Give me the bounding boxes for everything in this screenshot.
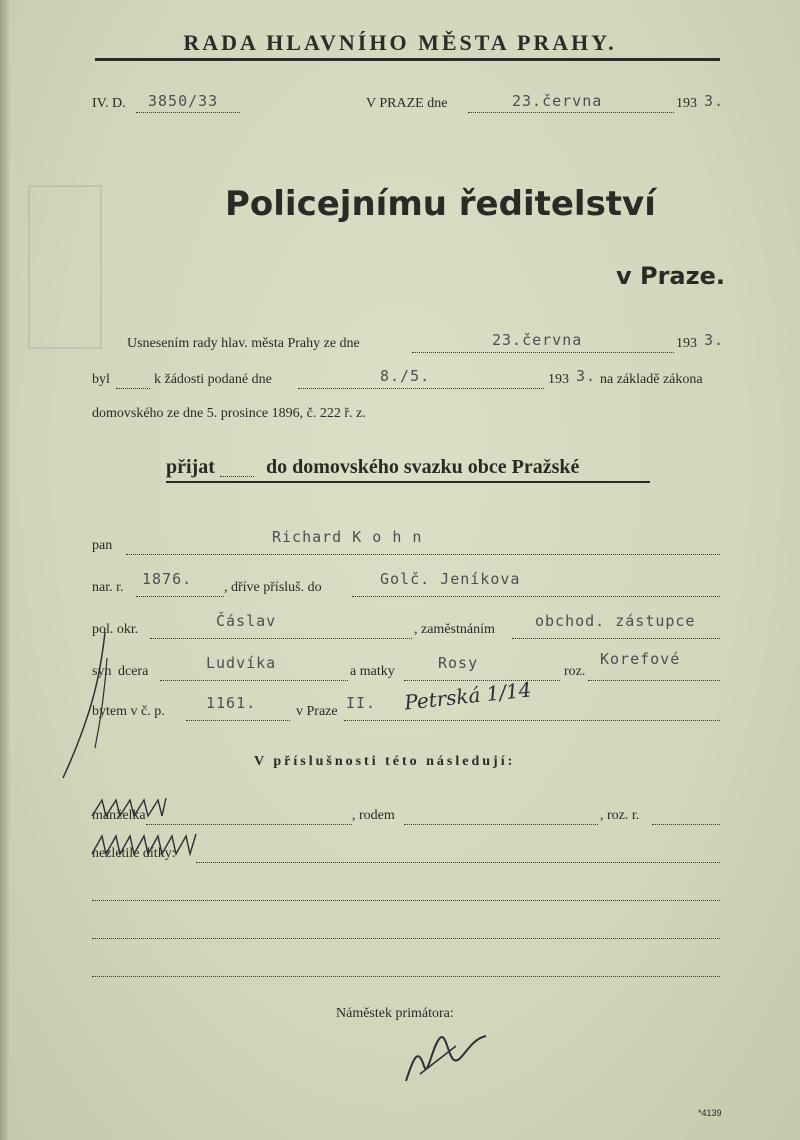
mother-name: Rosy — [438, 654, 479, 672]
byl-label: byl — [92, 372, 110, 387]
request-year: 193 — [548, 372, 569, 387]
resolution-year-digit: 3. — [704, 331, 725, 349]
born-label: , rodem — [352, 808, 395, 823]
handwritten-street: Petrská 1/14 — [403, 677, 533, 715]
pan-label: pan — [92, 538, 113, 553]
resolution-text: Usnesením rady hlav. města Prahy ze dne — [127, 336, 360, 351]
mother-line — [404, 666, 560, 681]
prague-district: II. — [346, 694, 377, 712]
blank-line-2 — [92, 924, 720, 939]
house-number: 1161. — [206, 694, 257, 712]
person-name: Richard K o h n — [272, 528, 423, 546]
byl-line — [116, 374, 150, 389]
blank-line-3 — [92, 962, 720, 977]
born-year-label: , roz. r. — [600, 808, 640, 823]
maiden-label: roz. — [564, 664, 586, 679]
law-text: na základě zákona — [600, 372, 703, 387]
former-label: , dříve přísluš. do — [224, 580, 322, 595]
former-domicile: Golč. Jeníkova — [380, 570, 521, 588]
request-text: k žádosti podané dne — [154, 372, 272, 387]
father-name: Ludvíka — [206, 654, 277, 672]
district-label: pol. okr. — [92, 622, 139, 637]
signature-mark — [396, 1026, 506, 1086]
prague-label: v Praze — [296, 704, 338, 719]
birth-label: nar. r. — [92, 580, 124, 595]
children-line — [196, 848, 720, 863]
ref-prefix: IV. D. — [92, 96, 126, 111]
ref-date: 23.června — [512, 92, 603, 110]
year-digit: 3. — [704, 92, 725, 110]
blank-line-1 — [92, 886, 720, 901]
wife-line — [146, 810, 352, 825]
mother-maiden-name: Korefové — [600, 650, 681, 668]
law-citation: domovského ze dne 5. prosince 1896, č. 222 ř. z. — [92, 406, 366, 421]
district-line — [150, 624, 412, 639]
followers-heading: V příslušnosti této následují: — [254, 754, 516, 769]
request-date: 8./5. — [380, 367, 431, 385]
address-line — [344, 706, 720, 721]
form-number: *4139 — [698, 1108, 722, 1118]
pen-stroke — [55, 628, 115, 788]
district-value: Čáslav — [216, 612, 277, 630]
daughter-label: dcera — [118, 664, 149, 679]
wife-strikethrough — [90, 796, 170, 822]
wife-label: manželka — [92, 808, 146, 823]
header-rule — [95, 58, 720, 61]
resolution-date: 23.června — [492, 331, 583, 349]
resolution-year: 193 — [676, 336, 697, 351]
children-strikethrough — [90, 832, 200, 858]
ref-number: 3850/33 — [148, 92, 219, 110]
request-year-digit: 3. — [576, 367, 597, 385]
house-label: bytem v č. p. — [92, 704, 165, 719]
name-line — [126, 540, 720, 555]
born-year-line — [652, 810, 720, 825]
accepted-text: do domovského svazku obce Pražské — [266, 456, 580, 478]
occupation-value: obchod. zástupce — [535, 612, 696, 630]
accepted-rule — [166, 481, 650, 483]
place-prefix: V PRAZE dne — [366, 96, 448, 111]
addressee-title: Policejnímu ředitelství — [225, 184, 656, 224]
born-line — [404, 810, 598, 825]
addressee-place: v Praze. — [616, 262, 725, 290]
son-label: syn — [92, 664, 112, 679]
children-label: nezletilé dítky: — [92, 846, 176, 861]
accepted-word: přijat — [166, 456, 215, 478]
faded-stamp — [28, 185, 102, 349]
year-prefix: 193 — [676, 96, 697, 111]
accepted-line — [220, 462, 254, 477]
paper-edge — [0, 0, 10, 1140]
signature-label: Náměstek primátora: — [336, 1006, 454, 1021]
occupation-label: , zaměstnáním — [414, 622, 495, 637]
birth-year: 1876. — [142, 570, 193, 588]
council-header: RADA HLAVNÍHO MĚSTA PRAHY. — [183, 30, 617, 55]
mother-label: a matky — [350, 664, 395, 679]
maiden-line — [588, 666, 720, 681]
